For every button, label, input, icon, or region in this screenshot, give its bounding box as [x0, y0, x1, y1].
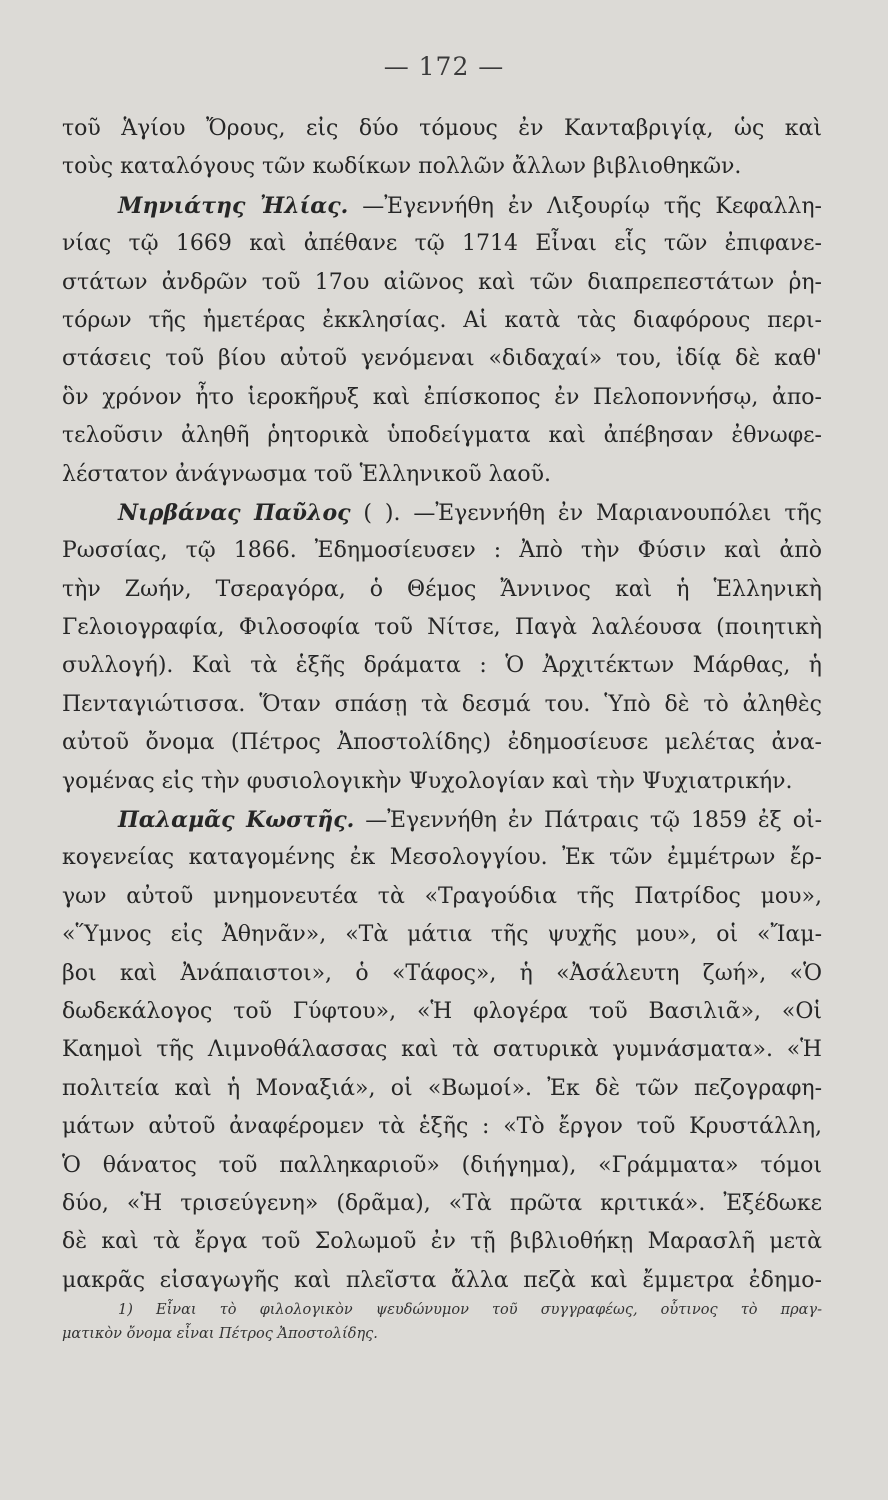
- page-number: — 172 —: [383, 52, 505, 81]
- entry-first-line-palamas: Παλαμᾶς Κωστῆς. —Ἐγεννήθη ἐν Πάτραις τῷ 1859 ἐξ οἰ-: [118, 807, 822, 834]
- text-line: στάτων ἀνδρῶν τοῦ 17ου αἰῶνος καὶ τῶν διαπρεπεστάτων ῥη-: [62, 269, 822, 295]
- text-line: Καημοὶ τῆς Λιμνοθάλασσας καὶ τὰ σατυρικὰ γυμνάσματα». «Ἡ: [62, 1037, 822, 1063]
- entry-headword: Νιρβάνας Παῦλος: [118, 499, 351, 526]
- body-text: [62, 110, 822, 1300]
- text-line: κογενείας καταγομένης ἐκ Μεσολογγίου. Ἐκ τῶν ἐμμέτρων ἔρ-: [62, 845, 822, 871]
- text-line: μάτων αὐτοῦ ἀναφέρομεν τὰ ἑξῆς : «Τὸ ἔργον τοῦ Κρυστάλλη,: [62, 1114, 822, 1140]
- text-line: γων αὐτοῦ μνημονευτέα τὰ «Τραγούδια τῆς Πατρίδος μου»,: [62, 883, 822, 909]
- entry-first-line-nirvanas: Νιρβάνας Παῦλος ( ). —Ἐγεννήθη ἐν Μαριανουπόλει τῆς: [118, 499, 822, 526]
- text-line: τοὺς καταλόγους τῶν κωδίκων πολλῶν ἄλλων βιβλιοθηκῶν.: [62, 154, 742, 180]
- footnote-line: ματικὸν ὄνομα εἶναι Πέτρος Ἀποστολίδης.: [62, 1326, 378, 1342]
- footnote-line: 1) Εἶναι τὸ φιλολογικὸν ψευδώνυμον τοῦ συγγραφέως, οὗτινος τὸ πραγ-: [118, 1302, 822, 1318]
- text-line: «Ὕμνος εἰς Ἀθηνᾶν», «Τὰ μάτια τῆς ψυχῆς μου», οἱ «Ἴαμ-: [62, 922, 822, 948]
- text-line: τὴν Ζωήν, Τσεραγόρα, ὁ Θέμος Ἄννινος καὶ ἡ Ἑλληνικὴ: [62, 576, 822, 602]
- text-line: δύο, «Ἡ τρισεύγενη» (δρᾶμα), «Τὰ πρῶτα κριτικά». Ἐξέδωκε: [62, 1190, 822, 1216]
- text-line: βοι καὶ Ἀνάπαιστοι», ὁ «Τάφος», ἡ «Ἀσάλευτη ζωή», «Ὁ: [62, 960, 822, 986]
- text-line: αὐτοῦ ὄνομα (Πέτρος Ἀποστολίδης) ἐδημοσίευσε μελέτας ἀνα-: [62, 730, 822, 756]
- text-line: τοῦ Ἁγίου Ὄρους, εἰς δύο τόμους ἐν Κανταβριγίᾳ, ὡς καὶ: [62, 116, 822, 141]
- text-line: πολιτεία καὶ ἡ Μοναξιά», οἱ «Βωμοί». Ἐκ δὲ τῶν πεζογραφη-: [62, 1075, 822, 1101]
- text-line: δὲ καὶ τὰ ἔργα τοῦ Σολωμοῦ ἐν τῇ βιβλιοθήκῃ Μαρασλῆ μετὰ: [62, 1229, 822, 1255]
- text-line: ὃν χρόνον ἦτο ἱεροκῆρυξ καὶ ἐπίσκοπος ἐν Πελοποννήσῳ, ἀπο-: [62, 384, 822, 410]
- text-line: μακρᾶς εἰσαγωγῆς καὶ πλεῖστα ἄλλα πεζὰ καὶ ἔμμετρα ἐδημο-: [62, 1267, 822, 1293]
- text-line: Πενταγιώτισσα. Ὅταν σπάσῃ τὰ δεσμά του. Ὑπὸ δὲ τὸ ἀληθὲς: [62, 691, 822, 717]
- text-line: συλλογή). Καὶ τὰ ἑξῆς δράματα : Ὁ Ἀρχιτέκτων Μάρθας, ἡ: [62, 653, 822, 679]
- text-line: γομένας εἰς τὴν φυσιολογικὴν Ψυχολογίαν καὶ τὴν Ψυχιατρικήν.: [62, 768, 793, 794]
- text-line: Ὁ θάνατος τοῦ παλληκαριοῦ» (διήγημα), «Γράμματα» τόμοι: [62, 1152, 822, 1178]
- text-line: Ρωσσίας, τῷ 1866. Ἐδημοσίευσεν : Ἀπὸ τὴν Φύσιν καὶ ἀπὸ: [62, 538, 822, 564]
- text-line: Γελοιογραφία, Φιλοσοφία τοῦ Νίτσε, Παγὰ λαλέουσα (ποιητικὴ: [62, 615, 822, 641]
- text-line: στάσεις τοῦ βίου αὐτοῦ γενόμεναι «διδαχαί» του, ἰδίᾳ δὲ καθ': [62, 346, 822, 372]
- text-line: τόρων τῆς ἡμετέρας ἐκκλησίας. Αἱ κατὰ τὰς διαφόρους περι-: [62, 307, 822, 333]
- footnotes: [62, 1298, 822, 1346]
- entry-first-line-miniatis: Μηνιάτης Ἠλίας. —Ἐγεννήθη ἐν Λιξουρίῳ τῆς Κεφαλλη-: [118, 192, 822, 219]
- text-line: δωδεκάλογος τοῦ Γύφτου», «Ἡ φλογέρα τοῦ Βασιλιᾶ», «Οἱ: [62, 998, 822, 1024]
- entry-headword: Παλαμᾶς Κωστῆς.: [118, 807, 355, 834]
- text-line: νίας τῷ 1669 καὶ ἀπέθανε τῷ 1714 Εἶναι εἷς τῶν ἐπιφανε-: [62, 231, 822, 257]
- text-line: τελοῦσιν ἀληθῆ ῥητορικὰ ὑποδείγματα καὶ ἀπέβησαν ἐθνωφε-: [62, 423, 822, 449]
- entry-headword: Μηνιάτης Ἠλίας.: [118, 192, 349, 219]
- text-line: λέστατον ἀνάγνωσμα τοῦ Ἑλληνικοῦ λαοῦ.: [62, 461, 552, 487]
